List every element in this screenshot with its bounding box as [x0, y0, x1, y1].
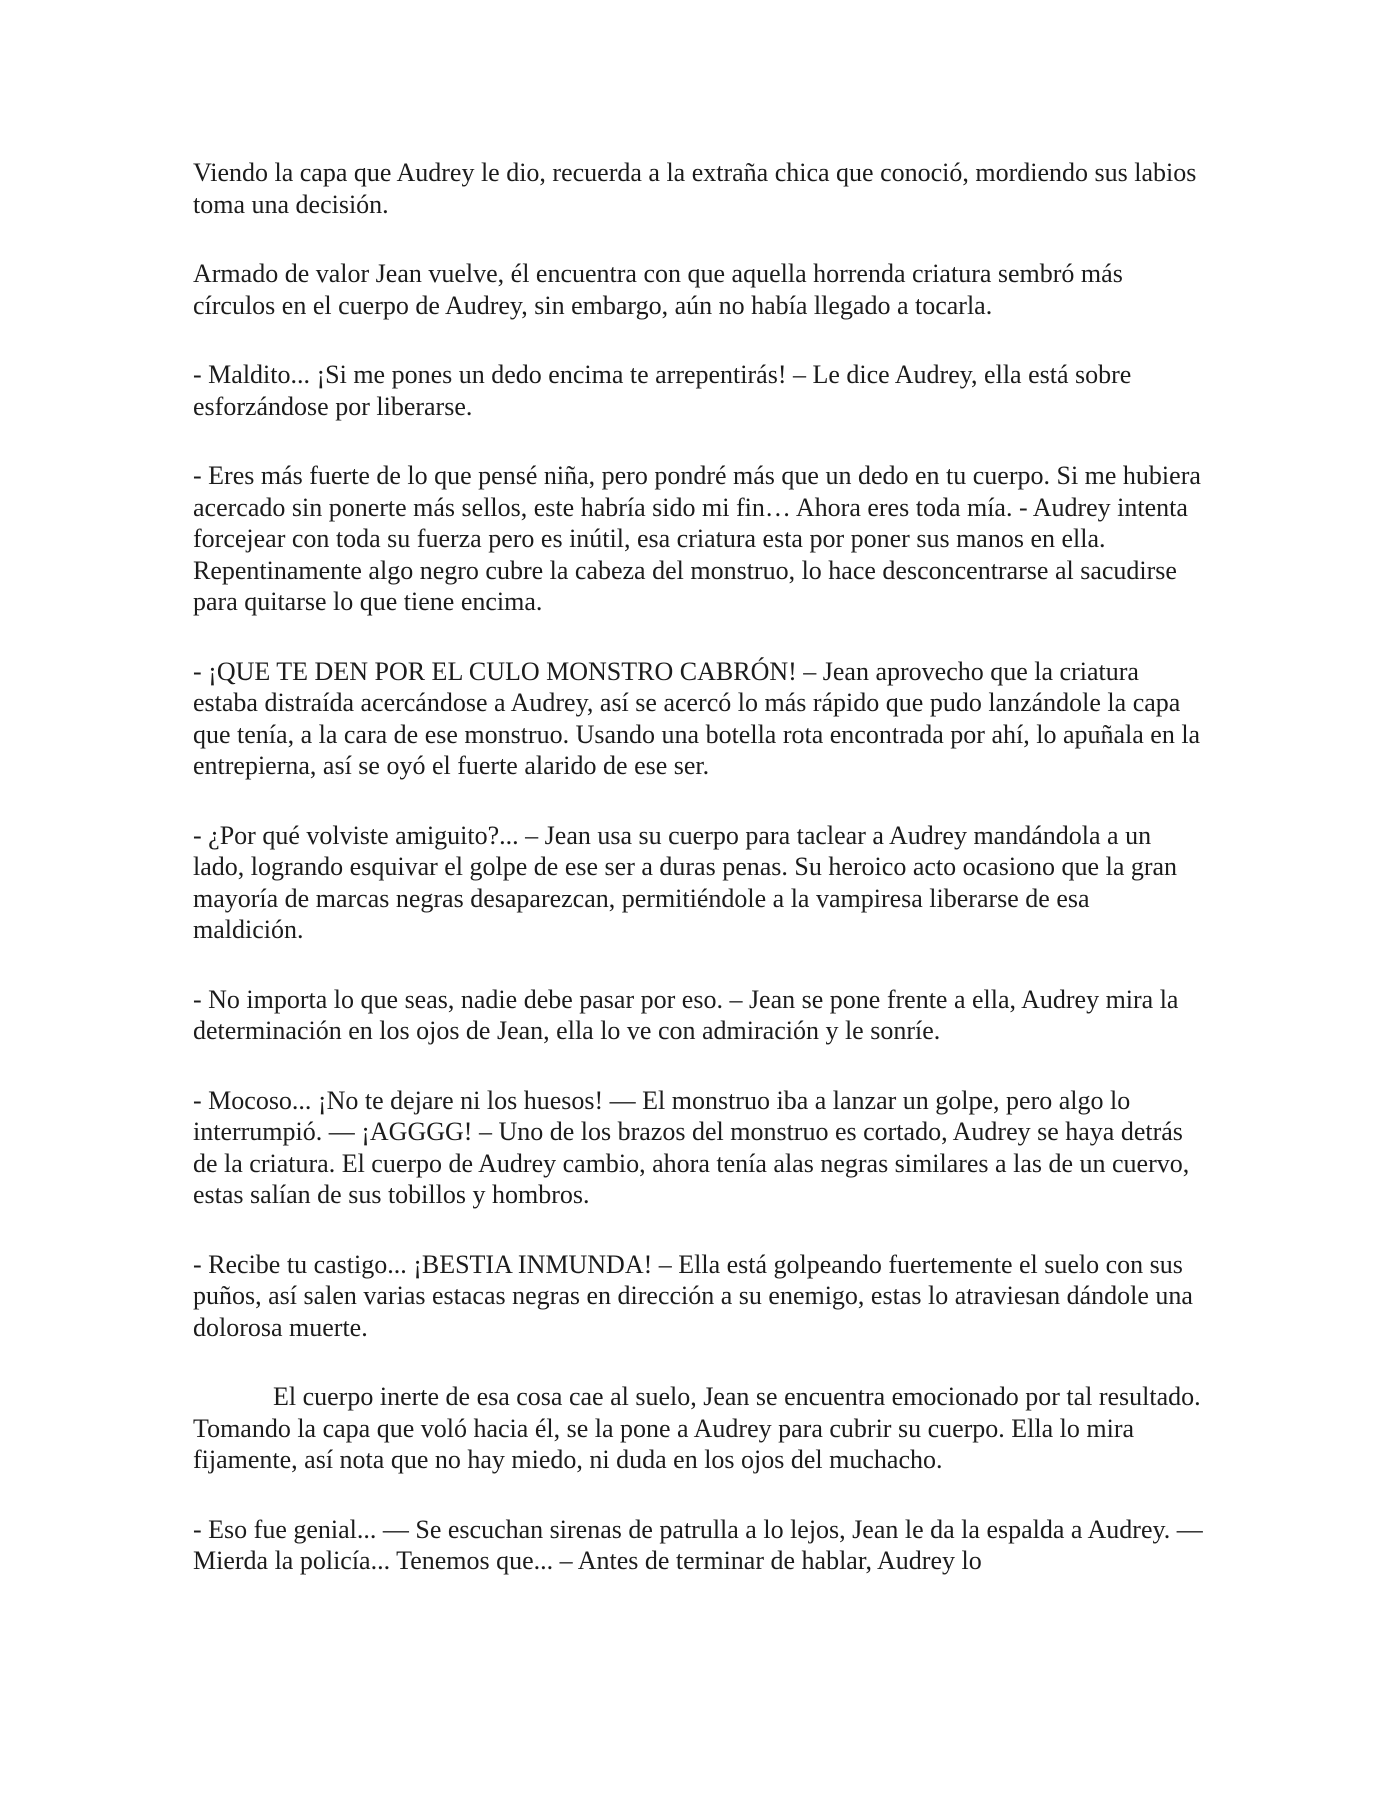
paragraph: - Mocoso... ¡No te dejare ni los huesos! — El monstruo iba a lanzar un golpe, pero algo lo interrumpió. — ¡AGGGG! – Uno de los brazos del monstruo es cortado, Audrey se haya detrás de la criatura. El cuerpo de Audrey cambio, ahora tenía alas negras similares a las de un cuervo, estas salían de sus tobillos y hombros.: [193, 1085, 1190, 1209]
paragraph: Armado de valor Jean vuelve, él encuentra con que aquella horrenda criatura sembró más círculos en el cuerpo de Audrey, sin embargo, aún no había llegado a tocarla.: [193, 259, 1123, 320]
paragraph: - Eso fue genial... — Se escuchan sirenas de patrulla a lo lejos, Jean le da la espalda a Audrey. — Mierda la policía... Tenemos que... – Antes de terminar de hablar, Audrey lo: [193, 1514, 1203, 1575]
paragraph-indented: El cuerpo inerte de esa cosa cae al suelo, Jean se encuentra emocionado por tal resultado. Tomando la capa que voló hacia él, se la pone a Audrey para cubrir su cuerpo. Ella lo mira fijamente, así nota que no hay miedo, ni duda en los ojos del muchacho.: [193, 1382, 1201, 1474]
paragraph: - No importa lo que seas, nadie debe pasar por eso. – Jean se pone frente a ella, Audrey mira la determinación en los ojos de Jean, ella lo ve con admiración y le sonríe.: [193, 984, 1179, 1045]
paragraph: - Maldito... ¡Si me pones un dedo encima te arrepentirás! – Le dice Audrey, ella está sobre esforzándose por liberarse.: [193, 360, 1132, 421]
paragraph: - ¡QUE TE DEN POR EL CULO MONSTRO CABRÓN! – Jean aprovecho que la criatura estaba distraída acercándose a Audrey, así se acercó lo más rápido que pudo lanzándole la capa que tenía, a la cara de ese monstruo. Usando una botella rota encontrada por ahí, lo apuñala en la entrepierna, así se oyó el fuerte alarido de ese ser.: [193, 656, 1201, 780]
paragraph: - Recibe tu castigo... ¡BESTIA INMUNDA! – Ella está golpeando fuertemente el suelo con sus puños, así salen varias estacas negras en dirección a su enemigo, estas lo atraviesan dándole una dolorosa muerte.: [193, 1249, 1193, 1342]
paragraph: - Eres más fuerte de lo que pensé niña, pero pondré más que un dedo en tu cuerpo. Si me hubiera acercado sin ponerte más sellos, este habría sido mi fin… Ahora eres toda mía. - Audrey intenta forcejear con toda su fuerza pero es inútil, esa criatura esta por poner sus manos en ella. Repentinamente algo negro cubre la cabeza del monstruo, lo hace desconcentrarse al sacudirse para quitarse lo que tiene encima.: [193, 461, 1201, 616]
document-body: [193, 157, 1203, 1615]
paragraph: Viendo la capa que Audrey le dio, recuerda a la extraña chica que conoció, mordiendo sus labios toma una decisión.: [193, 158, 1197, 219]
paragraph: - ¿Por qué volviste amiguito?... – Jean usa su cuerpo para taclear a Audrey mandándola a un lado, logrando esquivar el golpe de ese ser a duras penas. Su heroico acto ocasiono que la gran mayoría de marcas negras desaparezcan, permitiéndole a la vampiresa liberarse de esa maldición.: [193, 820, 1178, 944]
